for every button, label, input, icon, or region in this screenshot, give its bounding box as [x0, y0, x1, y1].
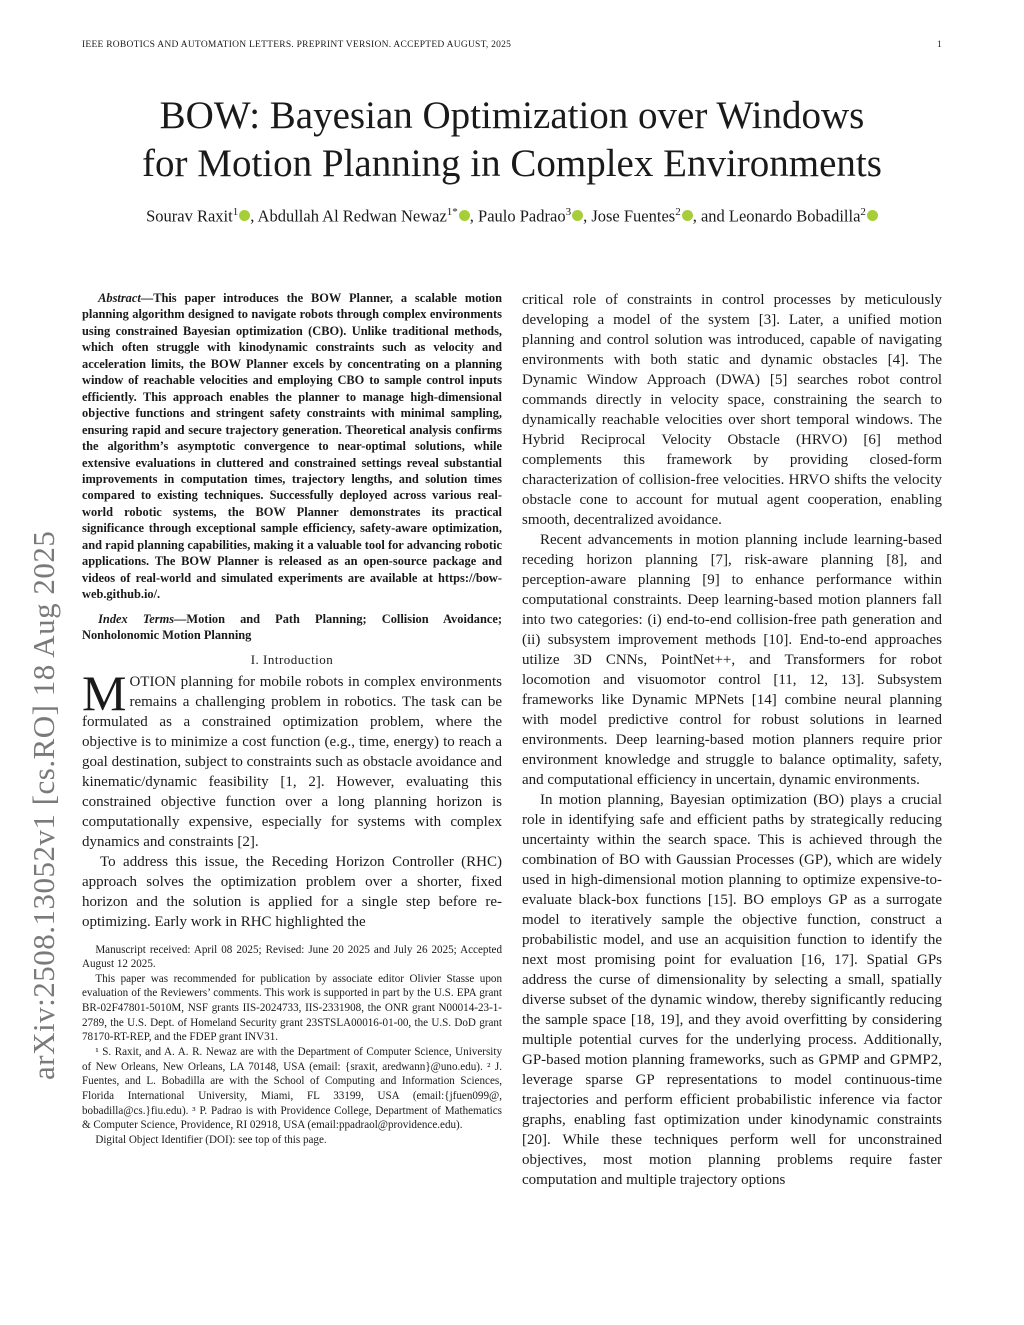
- right-paragraph-1: critical role of constraints in control processes by meticulously developing a model of the system [3]. Later, a unified motion planning and control solution was introduced, capable of navigating environments with both static and dynamic obstacles [4]. The Dynamic Window Approach (DWA) [5] searches robot control commands directly in velocity space, constraining the search to dynamically reachable velocities over short temporal windows. The Hybrid Reciprocal Velocity Obstacle (HRVO) [6] method complements this framework by providing closed-form characterization of collision-free velocities. HRVO shifts the velocity obstacle cone to account for mutual agent cooperation, enabling smooth, decentralized avoidance.: [522, 292, 942, 528]
- right-paragraph-2: Recent advancements in motion planning include learning-based receding horizon planning [7], risk-aware planning [8], and perception-aware planning [9] to enhance performance within computational constraints. Deep learning-based motion planners fall into two categories: (i) end-to-end collision-free path generation and (ii) subsystem improvement methods [10]. End-to-end approaches utilize 3D CNNs, PointNet++, and Transformers for robot locomotion and visuomotor control [11, 12, 13]. Subsystem frameworks like Dynamic MPNets [14] combine neural planning with model predictive control for robust solutions in learned environments. Deep learning-based motion planners require prior environment knowledge and struggle to balance optimality, safety, and computational efficiency in uncertain, dynamic environments.: [522, 532, 942, 788]
- footnote-doi: Digital Object Identifier (DOI): see top of this page.: [95, 1134, 327, 1147]
- arxiv-identifier: arXiv:2508.13052v1 [cs.RO] 18 Aug 2025: [26, 530, 61, 1080]
- author-affiliation: 2: [860, 206, 866, 218]
- index-terms: [82, 611, 502, 644]
- intro-paragraph-2: To address this issue, the Receding Horizon Controller (RHC) approach solves the optimization problem over a shorter, fixed horizon and the solution is applied for a single step before re-optimizing. Early work in RHC highlighted the: [82, 853, 502, 930]
- orcid-icon[interactable]: [682, 210, 693, 221]
- author-name: Abdullah Al Redwan Newaz: [257, 206, 447, 226]
- running-header: [82, 40, 942, 50]
- section-heading: I. Introduction: [250, 651, 334, 667]
- author-affiliation: 1: [232, 206, 239, 218]
- author-affiliation: 1*: [446, 206, 458, 218]
- title-line-2: for Motion Planning in Complex Environments: [142, 142, 882, 185]
- author-name: Sourav Raxit: [146, 206, 233, 226]
- author-name: Jose Fuentes: [591, 206, 676, 226]
- right-column: [522, 290, 942, 1190]
- drop-cap: M: [82, 664, 127, 721]
- index-terms-label: Index Terms: [98, 611, 175, 626]
- page-number: 1: [937, 40, 942, 50]
- orcid-icon[interactable]: [239, 210, 250, 221]
- author-name: Leonardo Bobadilla: [728, 206, 861, 226]
- footnote-recommended: This paper was recommended for publication by associate editor Olivier Stasse upon evaluation of the Reviewers’ comments. This work is supported in part by the U.S. EPA grant BR-02F47801-5010M, NSF grants IIS-2024733, IIS-2331908, the ONR grant N00014-23-1-2789, the U.S. Dept. of Homeland Security grant 23STSLA00016-01-00, the U.S. DoD grant 78170-RT-REP, and the FDEP grant INV31.: [82, 972, 502, 1044]
- intro-text-1: OTION planning for mobile robots in complex environments remains a challenging problem in robotics. The task can be formulated as a constrained optimization problem, where the objective is to minimize a cost function (e.g., time, energy) to reach a goal destination, subject to constraints such as obstacle avoidance and kinematic/dynamic feasibility [1, 2]. However, evaluating this constrained objective function over a long planning horizon is computationally expensive, especially for systems with complex dynamics and constraints [2].: [82, 673, 502, 850]
- title-line-1: BOW: Bayesian Optimization over Windows: [159, 94, 865, 137]
- author-name: Paulo Padrao: [478, 206, 566, 226]
- author-affiliation: 2: [675, 206, 681, 218]
- intro-paragraph-1: [82, 664, 502, 852]
- author-list: [40, 206, 984, 227]
- abstract-text: —This paper introduces the BOW Planner, a scalable motion planning algorithm designed to navigate robots through complex environments using constrained Bayesian optimization (CBO). Unlike traditional methods, which often struggle with kinodynamic constraints such as velocity and acceleration limits, the BOW Planner excels by concentrating on a planning window of reachable velocities and employing CBO to sample control inputs efficiently. This approach enables the planner to manage high-dimensional objective functions and stringent safety constraints with minimal sampling, ensuring rapid and secure trajectory generation. Theoretical analysis confirms the algorithm’s asymptotic convergence to near-optimal solutions, while extensive evaluations in cluttered and constrained settings reveal substantial improvements in computation times, trajectory lengths, and solution times compared to existing techniques. Successfully deployed across various real-world robotic systems, the BOW Planner demonstrates its practical significance through exceptional sample efficiency, safety-aware optimization, and rapid planning capabilities, making it a valuable tool for advancing robotic applications. The BOW Planner is released as an open-source package and videos of real-world and simulated experiments are available at https://bow-web.github.io/.: [82, 291, 502, 602]
- orcid-icon[interactable]: [459, 210, 470, 221]
- index-terms-text: —Motion and Path Planning; Collision Avoidance; Nonholonomic Motion Planning: [82, 611, 502, 643]
- orcid-icon[interactable]: [867, 210, 878, 221]
- abstract: [82, 290, 502, 603]
- author-separator: ,: [469, 206, 479, 226]
- orcid-icon[interactable]: [572, 210, 583, 221]
- footnote-affiliations: ¹ S. Raxit, and A. A. R. Newaz are with the Department of Computer Science, University of New Orleans, New Orleans, LA 70148, USA (email: {sraxit, aredwann}@uno.edu). ² J. Fuentes, and L. Bobadilla are with the School of Computing and Information Sciences, Florida International University, Miami, FL 33199, USA (email:{jfuen099@, bobadilla@cs.}fiu.edu). ³ P. Padrao is with Providence College, Department of Mathematics & Computer Science, Providence, RI 02918, USA (email:ppadraol@providence.edu).: [82, 1046, 502, 1132]
- author-separator: ,: [583, 206, 592, 226]
- author-affiliation: 3: [565, 206, 572, 218]
- left-column: [82, 290, 502, 1148]
- footnotes: [82, 943, 502, 1148]
- arxiv-sidebar: [26, 530, 66, 1080]
- right-paragraph-3: In motion planning, Bayesian optimization (BO) plays a crucial role in identifying safe and efficient paths by strategically reducing uncertainty within the search space. This is achieved through the combination of BO with Gaussian Processes (GP), which are widely used in high-dimensional motion planning to optimize expensive-to-evaluate black-box functions [15]. BO employs GP as a surrogate model to iteratively sample the objective function, construct a probabilistic model, and use an acquisition function to identify the next most promising point for evaluation [16, 17]. Spatial GPs address the curse of dimensionality by selecting a small, spatially diverse subset of the dynamic window, thereby significantly reducing the sample space [18, 19], and they avoid overfitting by considering multiple potential curves for the underlying process. Additionally, GP-based motion planning frameworks, such as GPMP and GPMP2, leverage sparse GP representations to model continuous-time trajectories and perform efficient probabilistic inference via factor graphs, enabling fast optimization under kinodynamic constraints [20]. While these techniques perform well for unconstrained objectives, most motion planning problems require faster computation and multiple trajectory options: [522, 792, 942, 1188]
- author-separator: ,: [250, 206, 258, 226]
- footnote-received: Manuscript received: April 08 2025; Revised: June 20 2025 and July 26 2025; Accepted August 12 2025.: [82, 943, 502, 971]
- author-separator: , and: [692, 206, 729, 226]
- paper-title: [60, 92, 964, 188]
- abstract-label: Abstract: [98, 291, 141, 305]
- journal-header: IEEE ROBOTICS AND AUTOMATION LETTERS. PREPRINT VERSION. ACCEPTED AUGUST, 2025: [82, 40, 512, 50]
